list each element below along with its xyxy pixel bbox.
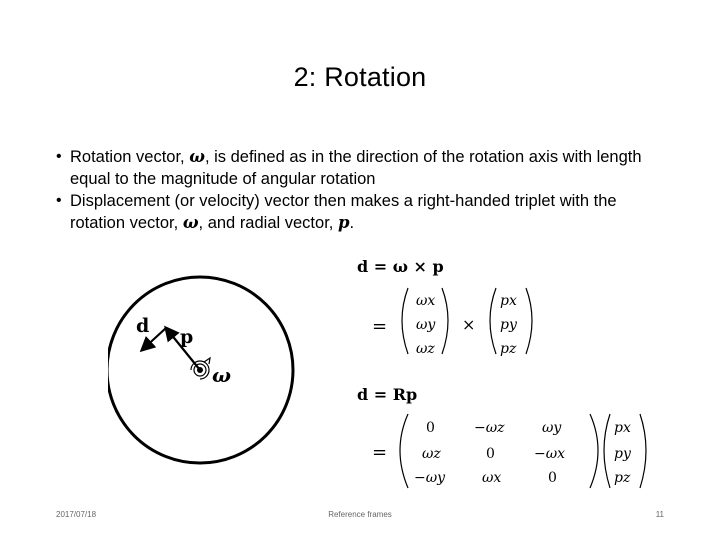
eq2-lhs: d = Rp — [357, 385, 418, 404]
bullet-item — [52, 146, 672, 190]
label-p: p — [180, 326, 194, 348]
footer-title: Reference frames — [328, 510, 392, 519]
rotation-matrix — [400, 414, 598, 488]
p-x: px — [614, 420, 631, 436]
p-z: pz — [614, 470, 631, 486]
matrix-cell: −ωz — [474, 420, 505, 436]
matrix-cell: 0 — [486, 446, 495, 462]
omega-z: ωz — [416, 341, 435, 357]
p-y: py — [500, 317, 517, 333]
matrix-cell: −ωx — [534, 446, 566, 462]
equations — [340, 250, 680, 500]
bullet-text: , is defined as in the direction of the rotation axis with length equal to the magnitude of angular rotation — [70, 148, 642, 188]
bullet-list — [52, 146, 672, 234]
bullet-text: Displacement (or velocity) vector then makes a right-handed triplet with the rotation vector, — [70, 192, 617, 232]
eq1-equals: = — [372, 316, 388, 337]
omega-vector — [402, 288, 448, 357]
p-x: px — [500, 293, 517, 309]
matrix-cell: ωx — [482, 470, 502, 486]
bullet-text: . — [349, 214, 355, 232]
bullet-item — [52, 190, 672, 234]
rotation-diagram — [108, 270, 308, 500]
footer-date: 2017/07/18 — [56, 510, 97, 519]
cross-symbol: × — [462, 315, 476, 334]
footer-page-number: 11 — [655, 510, 664, 519]
p-z: pz — [500, 341, 517, 357]
bullet-text: , and radial vector, — [198, 214, 338, 232]
p-vector — [490, 288, 532, 357]
omega-y: ωy — [416, 317, 436, 333]
matrix-cell: 0 — [548, 470, 557, 486]
omega-symbol: ω — [182, 213, 199, 232]
eq1-lhs: d = ω × p — [357, 257, 444, 276]
eq2-equals: = — [372, 442, 388, 463]
matrix-cell: ωz — [422, 446, 441, 462]
p-y: py — [614, 446, 631, 462]
p-symbol: p — [337, 213, 350, 232]
omega-x: ωx — [416, 293, 436, 309]
slide-title: 2: Rotation — [293, 62, 427, 92]
label-d: d — [136, 315, 150, 337]
matrix-cell: 0 — [426, 420, 435, 436]
matrix-cell: ωy — [542, 420, 562, 436]
bullet-text: Rotation vector, — [70, 148, 190, 166]
p-vector-2 — [604, 414, 646, 488]
matrix-cell: −ωy — [414, 470, 446, 486]
omega-symbol: ω — [189, 147, 205, 166]
label-omega: ω — [212, 363, 232, 387]
